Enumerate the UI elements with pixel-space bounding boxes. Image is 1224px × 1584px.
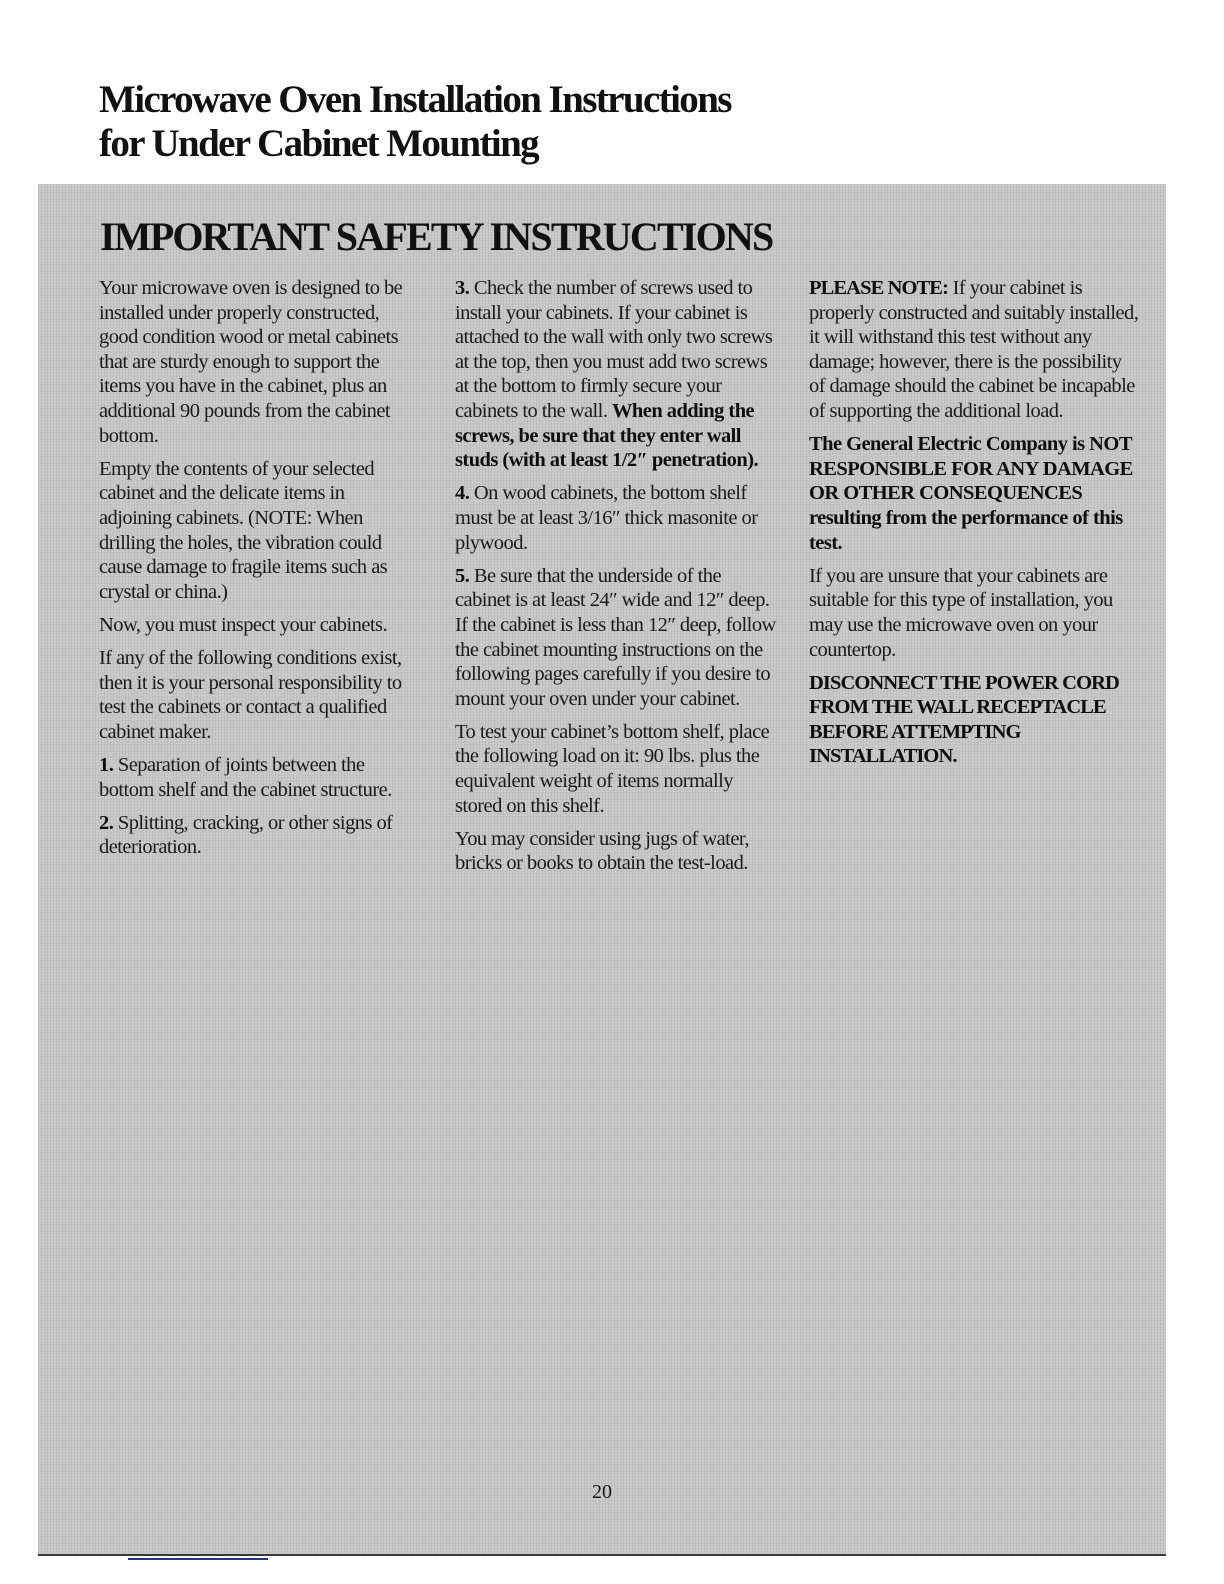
conditions-paragraph: If any of the following conditions exist, then it is your personal responsibility to test the cabinets or contact a qualified cabinet maker.	[99, 647, 402, 743]
disconnect-warning	[809, 671, 1139, 769]
bottom-mark	[128, 1558, 268, 1560]
safety-instructions-panel	[38, 184, 1166, 1554]
page-number: 20	[592, 1481, 612, 1503]
list-item-3	[455, 276, 780, 473]
ge-disclaimer	[809, 432, 1139, 555]
list-item-5-number: 5.	[455, 564, 470, 587]
test-load-paragraph: To test your cabinet’s bottom shelf, place the following load on it: 90 lbs. plus the equivalent weight of items normally stored on this shelf.	[455, 720, 770, 817]
list-item-3-number: 3.	[455, 277, 470, 299]
list-item-3-text: Check the number of screws used to install your cabinets. If your cabinet is attached to the wall with only two screws at the top, then you must add two screws at the bottom to firmly secure your cabinets to the wall.	[455, 277, 773, 422]
list-item-3-bold-text: When adding the screws, be sure that they enter wall studs (with at least 1/2″ penetration).	[455, 399, 759, 472]
please-note-paragraph	[809, 276, 1139, 424]
list-item-2	[99, 811, 419, 860]
disconnect-warning-text: DISCONNECT THE POWER CORD FROM THE WALL RECEPTACLE BEFORE ATTEMPTING INSTALLATION.	[809, 671, 1119, 768]
unsure-paragraph: If you are unsure that your cabinets are suitable for this type of installation, you may use the microwave oven on your countertop.	[809, 564, 1113, 661]
please-note-text: If your cabinet is properly constructed and suitably installed, it will withstand this test without any damage; however, there is the possibility of damage should the cabinet be incapable of supporting the additional load.	[809, 277, 1139, 422]
please-note-label: PLEASE NOTE:	[809, 277, 948, 299]
list-item-5-text: Be sure that the underside of the cabinet is at least 24″ wide and 12″ deep. If the cabinet is less than 12″ deep, follow the cabinet mounting instructions on the following pages carefully if you desire to mount your oven under your cabinet.	[455, 564, 776, 710]
inspect-paragraph: Now, you must inspect your cabinets.	[99, 613, 388, 636]
column-1	[99, 276, 419, 869]
column-2	[455, 276, 780, 885]
section-title: IMPORTANT SAFETY INSTRUCTIONS	[100, 214, 773, 259]
document-title	[99, 78, 731, 166]
intro-paragraph: Your microwave oven is designed to be installed under properly constructed, good condition wood or metal cabinets that are sturdy enough to support the items you have in the cabinet, plus an additional 90 pounds from the cabinet bottom.	[99, 277, 403, 447]
jugs-paragraph: You may consider using jugs of water, bricks or books to obtain the test-load.	[455, 827, 749, 875]
list-item-4-number: 4.	[455, 482, 470, 505]
list-item-4	[455, 481, 780, 555]
list-item-4-text: On wood cabinets, the bottom shelf must be at least 3/16″ thick masonite or plywood.	[455, 482, 758, 554]
empty-contents-paragraph: Empty the contents of your selected cabinet and the delicate items in adjoining cabinets. (NOTE: When drilling the holes, the vibration could cause damage to fragile items such as crystal or china.)	[99, 457, 388, 603]
list-item-1	[99, 753, 419, 802]
ge-disclaimer-text: The General Electric Company is NOT RESPONSIBLE FOR ANY DAMAGE OR OTHER CONSEQUENCES resulting from the performance of this test.	[809, 433, 1133, 554]
document-title-line-1: Microwave Oven Installation Instructions	[99, 78, 731, 121]
list-item-2-text: Splitting, cracking, or other signs of deterioration.	[99, 811, 393, 859]
column-3	[809, 276, 1139, 778]
document-title-line-2: for Under Cabinet Mounting	[99, 122, 539, 165]
list-item-1-text: Separation of joints between the bottom shelf and the cabinet structure.	[99, 754, 392, 801]
list-item-1-number: 1.	[99, 754, 114, 777]
bottom-rule	[38, 1554, 1166, 1556]
list-item-2-number: 2.	[99, 811, 114, 834]
list-item-5	[455, 564, 780, 712]
